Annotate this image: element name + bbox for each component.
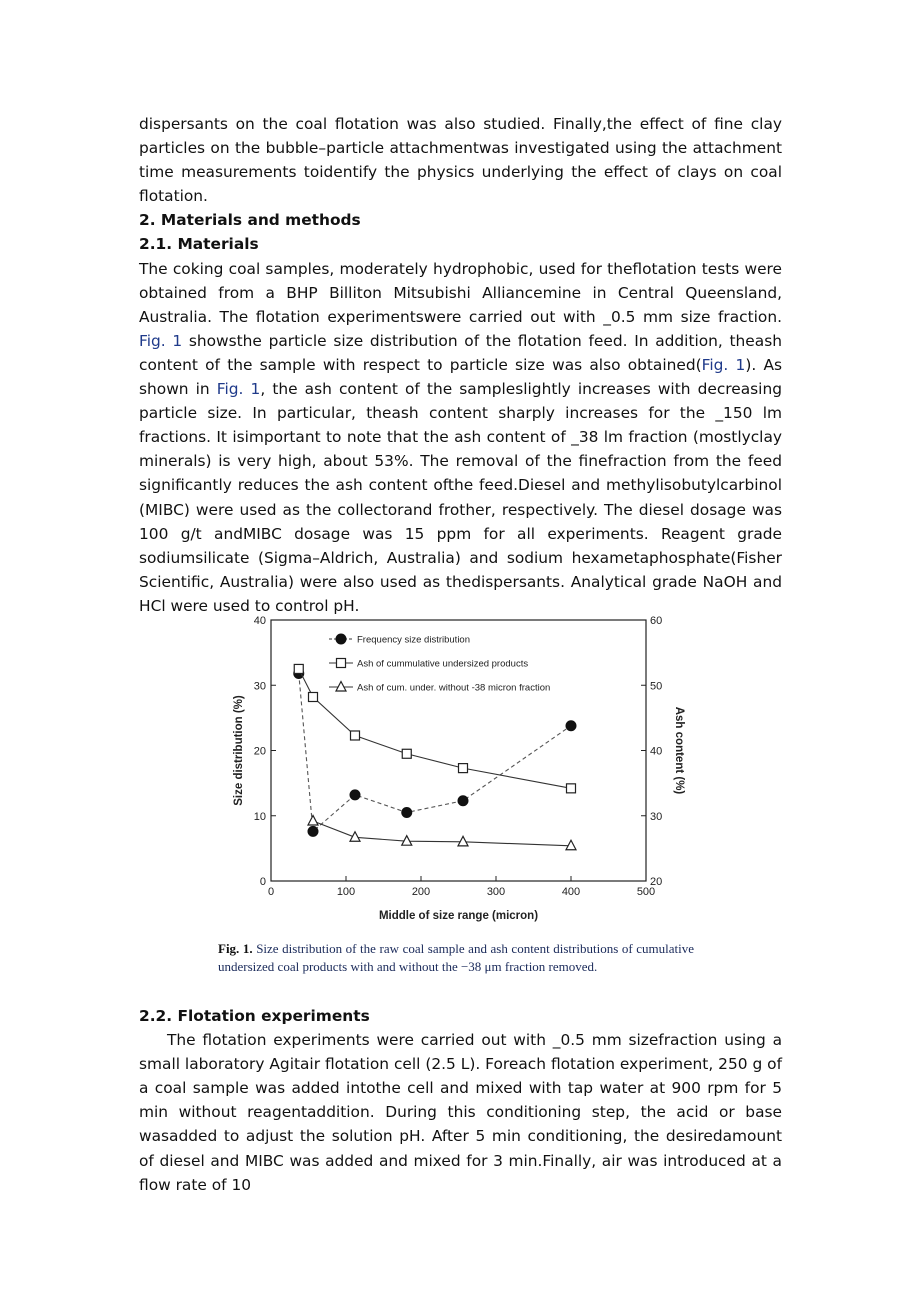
x-tick-label: 400 (561, 886, 581, 898)
series-3-point (308, 815, 318, 825)
figure-link[interactable]: Fig. 1 (216, 380, 261, 399)
subsection-heading-flotation: 2.2. Flotation experiments (139, 1007, 370, 1025)
text-block-lower (139, 1004, 782, 1197)
series-2-point (402, 749, 411, 758)
legend-marker (336, 682, 346, 692)
figure-caption (218, 940, 694, 976)
y2-tick-label: 60 (650, 615, 663, 627)
series-1-point (308, 826, 318, 836)
series-2-point (459, 764, 468, 773)
series-3-point (350, 832, 360, 842)
size-ash-chart (210, 607, 710, 937)
series-1-point (350, 790, 360, 800)
y-tick-label: 40 (253, 615, 266, 627)
subsection-heading-materials: 2.1. Materials (139, 235, 259, 254)
x-tick-label: 200 (411, 886, 431, 898)
caption-label: Fig. 1. (218, 941, 253, 956)
legend-marker (337, 659, 346, 668)
text-block-upper (139, 112, 782, 618)
text-run: ). As shown in (139, 355, 782, 399)
series-3-point (566, 840, 576, 850)
section-heading-materials-methods: 2. Materials and methods (139, 211, 361, 230)
series-line-3 (313, 821, 571, 846)
legend-label: Frequency size distribution (357, 634, 470, 646)
legend-label: Ash of cummulative undersized products (357, 658, 529, 670)
x-tick-label: 100 (336, 886, 356, 898)
series-3-point (458, 836, 468, 846)
y-tick-label: 30 (253, 680, 266, 693)
figure-1 (210, 607, 710, 937)
series-2-point (351, 731, 360, 740)
text-run: The coking coal samples, moderately hydrophobic, used for theflotation tests were obtained from a BHP Billiton Mitsubishi Alliancemine in Central Queensland, Australia. The flotation experimentswere carried out with _0.5 mm size fraction. (139, 259, 782, 326)
y2-axis-label: Ash content (%) (673, 706, 685, 795)
legend-marker (336, 634, 346, 644)
legend-label: Ash of cum. under. without -38 micron fraction (357, 682, 551, 694)
y2-tick-label: 30 (650, 810, 663, 823)
series-line-1 (299, 674, 571, 832)
y-axis-label: Size distribution (%) (233, 695, 245, 806)
y2-tick-label: 20 (650, 876, 663, 888)
x-tick-label: 0 (267, 886, 275, 898)
series-1-point (402, 807, 412, 817)
x-axis-label: Middle of size range (micron) (378, 910, 539, 922)
series-2-point (309, 692, 318, 701)
y2-tick-label: 50 (650, 680, 663, 693)
paragraph-materials (139, 257, 782, 618)
figure-link[interactable]: Fig. 1 (701, 355, 746, 374)
text-run: , the ash content of the sampleslightly increases with decreasing particle size. In particular, theash content sharply increases for the _150 lm fractions. It isimportant to note that the ash content of _38 lm fraction (mostlyclay minerals) is very high, about 53%. The removal of the finefraction from the feed significantly reduces the ash content ofthe feed.Diesel and methylisobutylcarbinol (MIBC) were used as the collectorand frother, respectively. The diesel dosage was 100 g/t andMIBC dosage was 15 ppm for all experiments. Reagent grade sodiumsilicate (Sigma–Aldrich, Australia) and sodium hexametaphosphate(Fisher Scientific, Australia) were also used as thedispersants. Analytical grade NaOH and HCl were used to control pH. (139, 380, 782, 615)
series-1-point (566, 721, 576, 731)
caption-text: Size distribution of the raw coal sample and ash content distributions of cumulative undersized coal products with and without the −38 μm fraction removed. (218, 941, 694, 974)
y-tick-label: 20 (253, 745, 266, 758)
figure-link[interactable]: Fig. 1 (139, 331, 183, 350)
paragraph-flotation: The flotation experiments were carried out with _0.5 mm sizefraction using a small laboratory Agitair flotation cell (2.5 L). Foreach flotation experiment, 250 g of a coal sample was added intothe cell and mixed with tap water at 900 rpm for 5 min without reagentaddition. During this conditioning step, the acid or base wasadded to adjust the solution pH. After 5 min conditioning, the desiredamount of diesel and MIBC was added and mixed for 3 min.Finally, air was introduced at a flow rate of 10 (139, 1031, 782, 1194)
text-run: showsthe particle size distribution of the flotation feed. In addition, theash content of the sample with respect to particle size was also obtained( (139, 331, 782, 374)
x-tick-label: 500 (636, 886, 656, 898)
series-1-point (458, 796, 468, 806)
series-2-point (567, 784, 576, 793)
y-tick-label: 10 (253, 810, 266, 823)
x-tick-label: 300 (486, 886, 506, 898)
paragraph-intro-end: dispersants on the coal flotation was also studied. Finally,the effect of fine clay particles on the bubble–particle attachmentwas investigated using the attachment time measurements toidentify the physics underlying the effect of clays on coal flotation. (139, 115, 782, 206)
series-2-point (294, 664, 303, 673)
y-tick-label: 0 (259, 876, 266, 888)
y2-tick-label: 40 (650, 745, 663, 758)
